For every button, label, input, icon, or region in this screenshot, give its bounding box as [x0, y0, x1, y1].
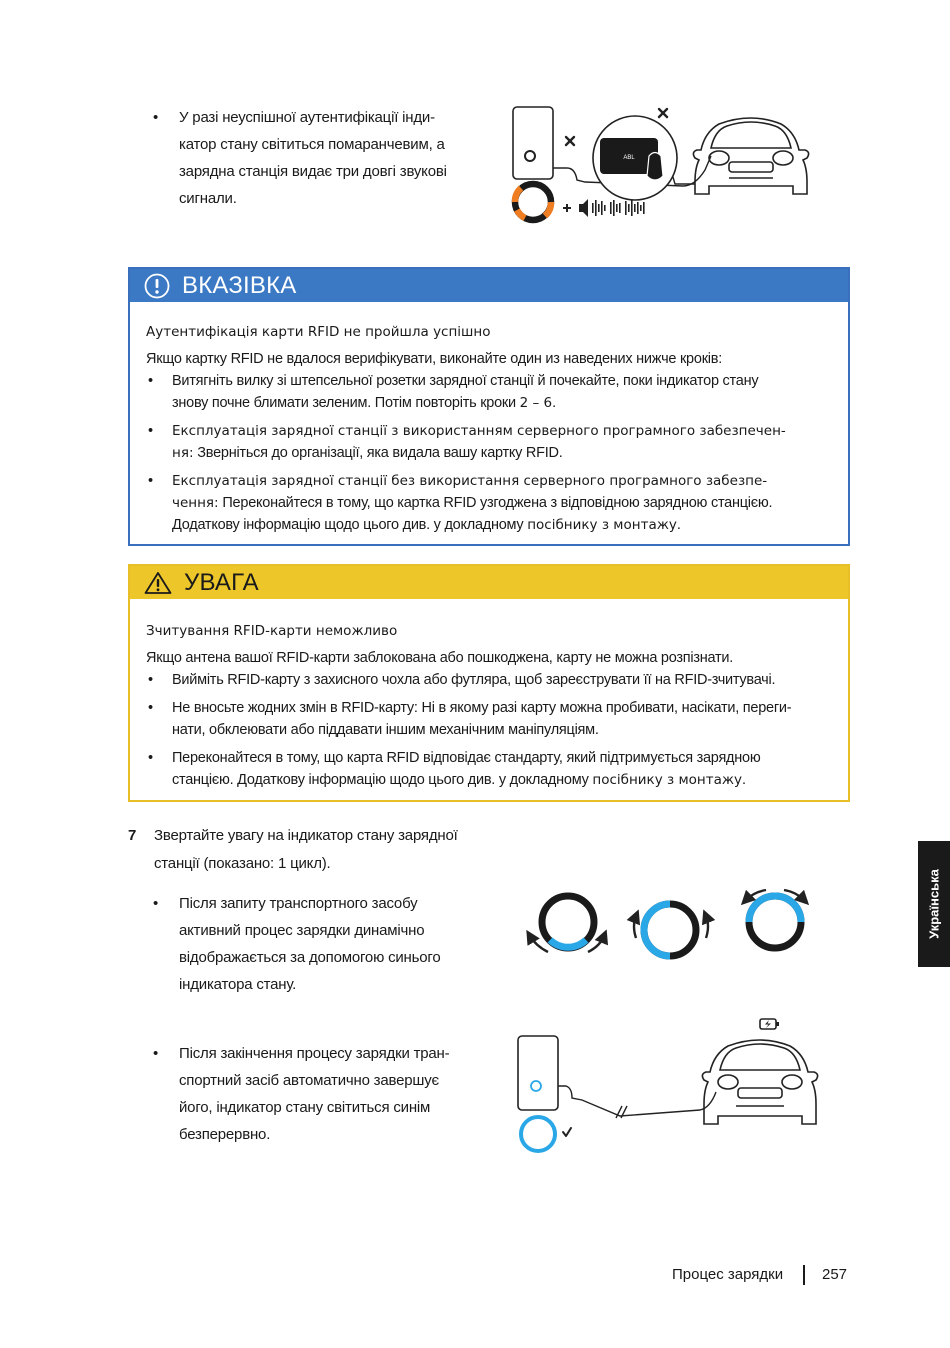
card-brand-label: ABL [623, 155, 635, 161]
warning-item: • Не вносьте жодних змін в RFID-карту: Ні в якому разі карту можна пробивати, насікати, переги- нати, обклеювати або піддавати іншим механічним маніпуляціям. [148, 700, 792, 738]
footer-section: Процес зарядки [672, 1266, 784, 1283]
installation-manual-link[interactable]: посібнику з монтажу [592, 772, 743, 788]
status-ring-icon [521, 1117, 555, 1151]
installation-manual-link[interactable]: посібнику з монтажу [527, 517, 677, 533]
rfid-key-fob-icon [647, 153, 663, 181]
note-item: • Експлуатація зарядної станції з використанням серверного програмного забезпечен- ня: Зверніться до організації, яка видала вашу картку RFID. [148, 423, 786, 461]
status-ring-icon [542, 896, 594, 948]
car-front-icon [702, 1040, 817, 1124]
warning-subtitle: Зчитування RFID-карти неможливо [146, 623, 398, 639]
auth-failed-illustration [505, 100, 835, 230]
warning-box [128, 564, 850, 802]
note-subtitle: Аутентифікація карти RFID не пройшла успішно [146, 324, 491, 340]
check-icon [563, 1128, 571, 1136]
plus-icon [563, 204, 571, 212]
note-box [128, 267, 850, 546]
note-title: ВКАЗІВКА [182, 271, 297, 299]
sound-wave-icon [579, 199, 645, 217]
charging-active-bullet: • Після запиту транспортного засобу активний процес зарядки динамічно відображається за допомогою синього індикатора стану. [153, 895, 441, 993]
info-exclamation-icon [144, 273, 170, 299]
warning-item: • Вийміть RFID-карту з захисного чохла або футляра, щоб зареєструвати її на RFID-зчитувачі. [148, 672, 776, 688]
note-header [130, 269, 848, 302]
step-7-text: Звертайте увагу на індикатор стану зарядної станції (показано: 1 цикл). [154, 827, 458, 872]
status-ring-icon [644, 904, 696, 956]
note-intro: Якщо картку RFID не вдалося верифікувати, виконайте один из наведених нижче кроків: [146, 351, 722, 367]
status-ring-icon [749, 896, 801, 948]
step-number: 7 [128, 827, 137, 844]
rotation-arrow-icon [634, 916, 636, 938]
wallbox-icon [518, 1036, 558, 1110]
warning-intro: Якщо антена вашої RFID-карти заблокована або пошкоджена, карту не можна розпізнати. [146, 650, 734, 666]
note-item: • Витягніть вилку зі штепсельної розетки зарядної станції й почекайте, поки індикатор стану знову почне блимати зеленим. Потім повторіть кроки 2 – 6. [148, 373, 759, 411]
charging-finished-illustration [510, 1012, 840, 1157]
page-number: 257 [822, 1266, 848, 1283]
language-side-tab: Українська [918, 841, 950, 967]
footer-divider [803, 1265, 805, 1285]
battery-charging-icon [760, 1019, 779, 1029]
warning-triangle-icon [144, 571, 172, 595]
auth-failed-bullet: • У разі неуспішної аутентифікації інди- катор стану світиться помаранчевим, а зарядна станція видає три довгі звукові сигнали. [153, 109, 447, 207]
warning-header [130, 566, 848, 599]
note-item: • Експлуатація зарядної станції без використання серверного програмного забезпе- чення: Переконайтеся в тому, що картка RFID узгоджена з відповідною зарядною станцією. Додаткову інформацію щодо цього див. у докладному посібнику з монтажу. [148, 473, 773, 533]
charging-cycle-illustration [520, 880, 820, 960]
wallbox-icon [513, 107, 553, 179]
warning-item: • Переконайтеся в тому, що карта RFID відповідає стандарту, який підтримується зарядною станцією. Додаткову інформацію щодо цього див. у докладному посібнику з монтажу. [148, 750, 761, 788]
charging-finished-bullet: • Після закінчення процесу зарядки тран- спортний засіб автоматично завершує його, індикатор стану світиться синім безперервно. [153, 1045, 450, 1143]
warning-title: УВАГА [184, 568, 259, 596]
rotation-arrow-icon [706, 916, 708, 938]
